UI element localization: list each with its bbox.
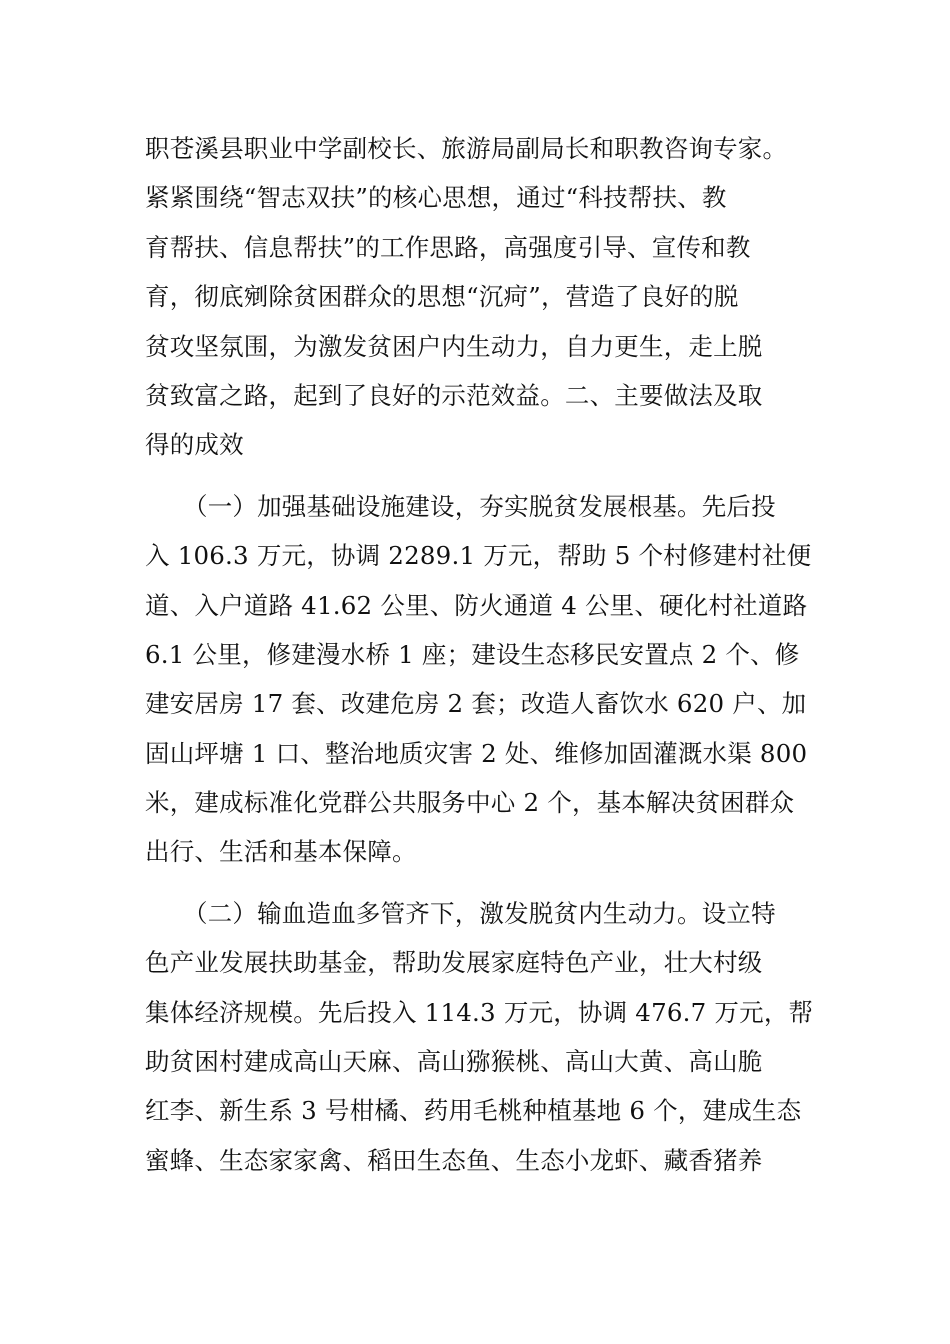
text-line: 育帮扶、信息帮扶”的工作思路，高强度引导、宣传和教 <box>145 232 751 262</box>
text-line: 育，彻底剜除贫困群众的思想“沉疴”，营造了良好的脱 <box>145 282 739 312</box>
text-line: 米，建成标准化党群公共服务中心 2 个，基本解决贫困群众 <box>145 788 795 818</box>
text-line: 职苍溪县职业中学副校长、旅游局副局长和职教咨询专家。 <box>145 134 788 163</box>
text-line: 固山坪塘 1 口、整治地质灾害 2 处、维修加固灌溉水渠 800 <box>145 738 808 768</box>
text-line: 助贫困村建成高山天麻、高山猕猴桃、高山大黄、高山脆 <box>145 1047 763 1077</box>
paragraph-intro <box>145 124 810 470</box>
paragraph-infrastructure <box>145 482 810 877</box>
paragraph-industry-support <box>145 889 814 1185</box>
text-line: 出行、生活和基本保障。 <box>145 837 417 867</box>
document-body <box>145 124 814 1185</box>
text-line: 贫攻坚氛围，为激发贫困户内生动力，自力更生，走上脱 <box>145 331 763 361</box>
text-line: 色产业发展扶助基金，帮助发展家庭特色产业，壮大村级 <box>145 948 763 978</box>
text-line: 红李、新生系 3 号柑橘、药用毛桃种植基地 6 个，建成生态 <box>145 1096 802 1126</box>
text-line: （二）输血造血多管齐下，激发脱贫内生动力。设立特 <box>183 898 776 928</box>
text-line: 6.1 公里，修建漫水桥 1 座；建设生态移民安置点 2 个、修 <box>145 639 800 669</box>
text-line: 入 106.3 万元，协调 2289.1 万元，帮助 5 个村修建村社便 <box>145 541 812 571</box>
text-line: 得的成效 <box>145 430 244 460</box>
text-line: 蜜蜂、生态家家禽、稻田生态鱼、生态小龙虾、藏香猪养 <box>145 1145 763 1175</box>
text-line: （一）加强基础设施建设，夯实脱贫发展根基。先后投 <box>183 491 776 521</box>
text-line: 道、入户道路 41.62 公里、防火通道 4 公里、硬化村社道路 <box>145 590 808 620</box>
text-line: 贫致富之路，起到了良好的示范效益。二、主要做法及取 <box>145 380 763 410</box>
text-line: 建安居房 17 套、改建危房 2 套；改造人畜饮水 620 户、加 <box>145 689 807 719</box>
text-line: 紧紧围绕“智志双扶”的核心思想，通过“科技帮扶、教 <box>145 183 727 213</box>
text-line: 集体经济规模。先后投入 114.3 万元，协调 476.7 万元，帮 <box>145 997 814 1027</box>
